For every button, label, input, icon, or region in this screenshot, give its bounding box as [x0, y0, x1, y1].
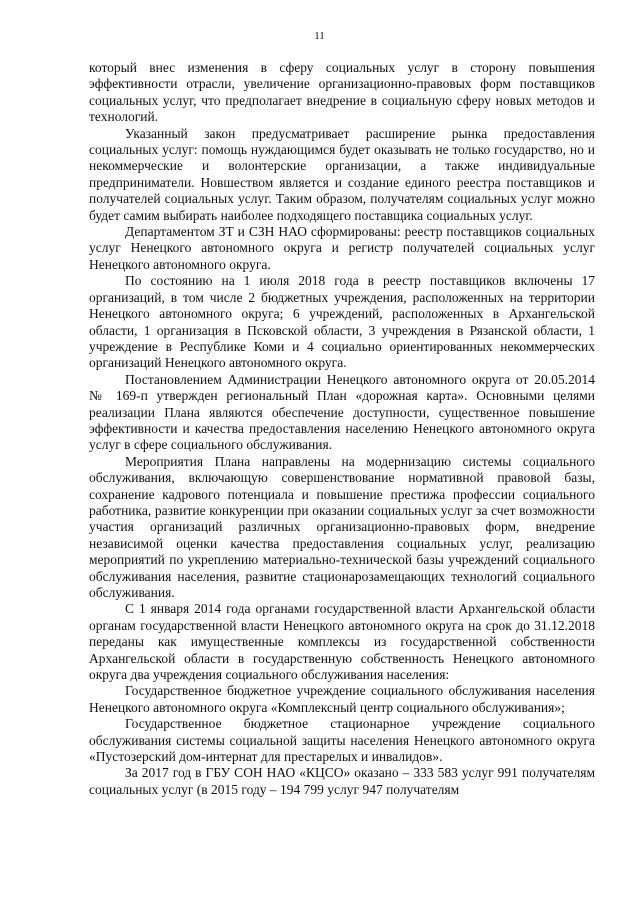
paragraph-registry: Департаментом ЗТ и СЗН НАО сформированы: реестр поставщиков социальных услуг Ненецкого автономного округа и регистр получателей социальных услуг Ненецкого автономного округа.	[89, 224, 595, 272]
paragraph-statistics: За 2017 год в ГБУ СОН НАО «КЦСО» оказано – 333 583 услуг 991 получателям социальных услуг (в 2015 году – 194 799 услуг 947 получателям	[89, 765, 595, 797]
document-body	[89, 60, 595, 798]
paragraph-roadmap: Постановлением Администрации Ненецкого автономного округа от 20.05.2014 № 169-п утвержден региональный План «дорожная карта». Основными целями реализации Плана являются обеспечение доступности, существенное повышение эффективности и качества предоставления населению Ненецкого автономного округа услуг в сфере социального обслуживания.	[89, 371, 595, 453]
page-number: 11	[314, 30, 325, 42]
paragraph-institution-pustozersky: Государственное бюджетное стационарное учреждение социального обслуживания системы социальной защиты населения Ненецкого автономного округа «Пустозерский дом-интернат для престарелых и инвалидов».	[89, 716, 595, 765]
paragraph-law-overview: Указанный закон предусматривает расширение рынка предоставления социальных услуг: помощь нуждающимся будет оказывать не только государство, но и некоммерческие и волонтерские организации, а также индивидуальные предприниматели. Новшеством является и создание единого реестра поставщиков и получателей социальных услуг. Таким образом, получателям социальных услуг можно будет самим выбирать наиболее подходящего поставщика социальных услуг.	[89, 125, 595, 223]
paragraph-providers-count: По состоянию на 1 июля 2018 года в реестр поставщиков включены 17 организаций, в том числе 2 бюджетных учреждения, расположенных на территории Ненецкого автономного округа; 6 учреждений, расположенных в Архангельской области, 1 организация в Псковской области, 3 учреждения в Рязанской области, 1 учреждение в Республике Коми и 4 социально ориентированных некоммерческих организаций Ненецкого автономного округа.	[89, 273, 595, 371]
paragraph-plan-measures: Мероприятия Плана направлены на модернизацию системы социального обслуживания, включающую совершенствование нормативной правовой базы, сохранение кадрового потенциала и повышение престижа профессии социального работника, развитие конкуренции при оказании социальных услуг за счет возможности участия организаций различных организационно-правовых форм, внедрение независимой оценки качества предоставления социальных услуг, реализацию мероприятий по укреплению материально-технической базы учреждений социального обслуживания населения, развитие стационарозамещающих технологий социального обслуживания.	[89, 453, 595, 600]
paragraph-institution-kcso: Государственное бюджетное учреждение социального обслуживания населения Ненецкого автономного округа «Комплексный центр социального обслуживания»;	[89, 683, 595, 715]
paragraph-continuation: который внес изменения в сферу социальных услуг в сторону повышения эффективности отрасли, увеличение организационно-правовых форм поставщиков социальных услуг, что предполагает внедрение в социальную сферу новых методов и технологий.	[89, 60, 595, 125]
paragraph-transfer: С 1 января 2014 года органами государственной власти Архангельской области органам государственной власти Ненецкого автономного округа на срок до 31.12.2018 переданы как имущественные комплексы из государственной собственности Архангельской области в государственную собственность Ненецкого автономного округа два учреждения социального обслуживания населения:	[89, 601, 595, 683]
